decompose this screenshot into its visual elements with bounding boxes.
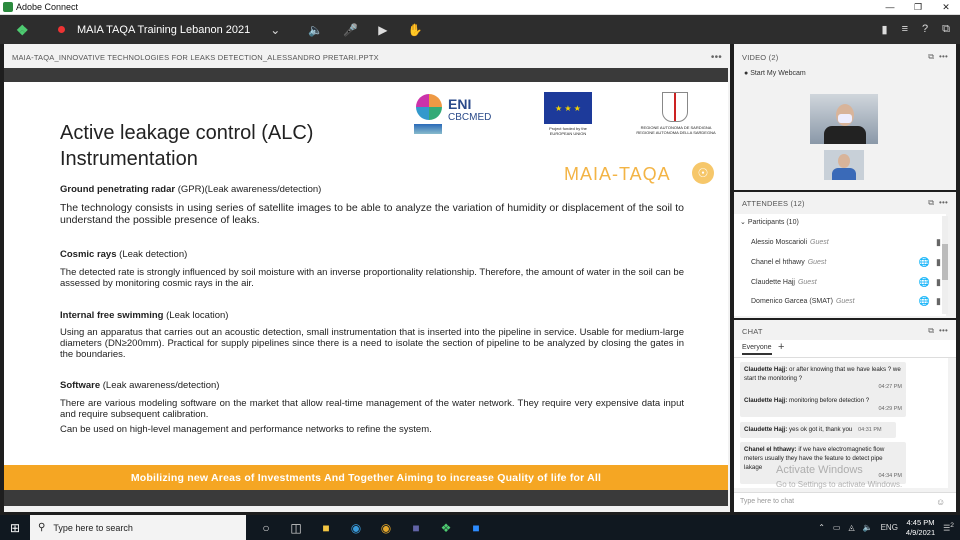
slide-title-line-1: Active leakage control (ALC) — [60, 122, 314, 144]
chat-text: or after knowing that we have leaks ? we start the monitoring ? — [744, 366, 901, 382]
window-title-bar — [0, 0, 960, 15]
slide-title-line-2: Instrumentation — [60, 148, 198, 170]
microphone-icon[interactable]: 🎤 — [343, 22, 359, 37]
chat-author: Claudette Hajj: — [744, 366, 788, 373]
sardinia-crest-icon — [662, 92, 688, 122]
section-cosmic-subtitle: (Leak detection) — [116, 249, 188, 260]
attendee-row[interactable] — [751, 257, 941, 268]
slide-banner: Mobilizing new Areas of Investments And Together Aiming to increase Quality of life for All — [4, 465, 728, 491]
eu-caption-line-3: EUROPEAN UNION — [549, 131, 587, 136]
globe-icon: 🌐 — [918, 296, 931, 306]
globe-icon: 🌐 — [918, 257, 931, 267]
share-pod-title: MAIA-TAQA_INNOVATIVE TECHNOLOGIES FOR LEAKS DETECTION_ALESSANDRO PRETARI.PPTX — [12, 52, 379, 62]
chat-author: Claudette Hajj: — [744, 397, 788, 404]
clock-date: 4/9/2021 — [905, 527, 936, 537]
speaker-icon[interactable]: 🔈 — [308, 22, 324, 37]
sardinia-caption-line-2: REGIONE AUTONOMA DELLA SARDEGNA — [636, 130, 716, 135]
slide-top-bar — [4, 68, 728, 82]
chat-timestamp: 04:34 PM — [878, 473, 902, 479]
slide-bottom-bar — [4, 490, 728, 506]
attendee-row[interactable] — [751, 277, 941, 288]
section-software-body-2: Can be used on high-level management and performance networks to refine the system. — [60, 424, 432, 435]
section-swimming-heading — [60, 310, 228, 321]
section-cosmic-heading — [60, 249, 187, 260]
microphone-icon: ▮ — [936, 257, 941, 267]
clock-time: 4:45 PM — [906, 517, 935, 527]
chat-message — [740, 362, 906, 395]
meeting-menu-chevron-icon[interactable]: ⌄ — [270, 22, 281, 37]
attendee-name: Claudette Hajj — [751, 279, 795, 286]
attendees-pod-expand-icon[interactable]: ⧉ ••• — [928, 198, 948, 207]
globe-icon: 🌐 — [918, 277, 931, 287]
add-chat-tab-icon[interactable]: + — [778, 341, 785, 353]
chevron-down-icon: ⌄ — [740, 219, 746, 226]
section-gpr-subtitle: (GPR)(Leak awareness/detection) — [175, 184, 322, 195]
layouts-icon[interactable]: ❖ — [16, 21, 29, 38]
video-pod-title: VIDEO (2) — [742, 52, 779, 62]
eni-logo-text: ENI — [448, 96, 472, 112]
maximize-button[interactable]: ❐ — [913, 1, 923, 12]
section-swimming-title: Internal free swimming — [60, 310, 164, 321]
webcam-icon[interactable]: ▶ — [378, 22, 388, 37]
eu-caption — [544, 126, 592, 136]
lightbulb-icon: ☉ — [692, 162, 714, 184]
chat-pod-expand-icon[interactable]: ⧉ ••• — [928, 326, 948, 335]
raise-hand-icon[interactable]: ✋ — [407, 22, 423, 37]
chat-pod-title: CHAT — [742, 326, 763, 336]
chat-timestamp: 04:27 PM — [878, 384, 902, 390]
start-webcam-label: Start My Webcam — [750, 70, 806, 77]
attendee-name: Alessio Moscarioli — [751, 239, 808, 246]
section-gpr-body: The technology consists in using series of satellite images to be able to analyze the variation of humidity or displacement of the soil to understand the possible presence of leaks. — [60, 202, 684, 226]
scrollbar-thumb[interactable] — [942, 244, 948, 280]
edge-icon[interactable]: ◉ — [350, 520, 362, 535]
section-cosmic-body: The detected rate is strongly influenced by soil moisture with an inverse proportionality relationship. Therefore, the amount of water in the soil can be assessed by monitoring cosmic rays in the air. — [60, 267, 684, 289]
teams-icon[interactable]: ■ — [412, 520, 420, 535]
minimize-button[interactable]: — — [885, 1, 895, 12]
volume-icon[interactable]: 🔈 — [862, 523, 873, 532]
maia-taqa-logo-text: MAIA-TAQA — [564, 164, 671, 184]
emoji-icon[interactable]: ☺ — [936, 497, 946, 507]
activate-windows-subtext: Go to Settings to activate Windows. — [776, 480, 903, 489]
participants-group-label: Participants (10) — [747, 219, 799, 226]
participant-face — [838, 154, 850, 168]
chat-author: Chanel el hthawy: — [744, 446, 797, 453]
attendee-role: Guest — [835, 298, 855, 305]
close-button[interactable]: ✕ — [942, 1, 950, 12]
cbcmed-logo-text: CBCMED — [448, 112, 492, 123]
attendee-role: Guest — [807, 259, 827, 266]
section-cosmic-title: Cosmic rays — [60, 249, 117, 260]
taskbar-clock[interactable] — [906, 518, 935, 538]
attendee-name: Chanel el hthawy — [751, 259, 805, 266]
attendee-row[interactable] — [751, 237, 941, 248]
input-language[interactable]: ENG — [880, 523, 898, 532]
eu-logo — [544, 92, 592, 140]
eu-caption-line-2: the — [581, 126, 587, 131]
adobe-connect-app-icon — [3, 2, 13, 12]
chat-input-placeholder[interactable]: Type here to chat — [740, 498, 795, 505]
file-explorer-icon[interactable]: ■ — [322, 520, 330, 535]
notification-center-icon[interactable]: ☰$^2$ — [943, 522, 954, 533]
help-icon[interactable]: ? — [922, 23, 929, 35]
zoom-icon[interactable]: ■ — [472, 520, 480, 535]
microphone-icon: ▮ — [936, 237, 941, 247]
eni-cbcmed-logo — [414, 92, 504, 140]
attendees-pod-header — [734, 192, 956, 214]
share-pod-more-icon[interactable]: ••• — [710, 51, 722, 63]
attendee-row[interactable] — [751, 296, 941, 307]
section-gpr-title: Ground penetrating radar — [60, 184, 176, 195]
eni-flower-icon — [416, 94, 442, 120]
sardinia-caption-line-1: REGIONE AUTONOMA DE SARDIGNA — [640, 125, 712, 130]
video-pod-expand-icon[interactable]: ⧉ ••• — [928, 52, 948, 61]
participant-body — [832, 168, 856, 180]
section-software-subtitle: (Leak awareness/detection) — [100, 380, 220, 391]
chat-message — [740, 442, 906, 484]
wifi-icon[interactable]: ◬ — [848, 523, 855, 532]
participants-group[interactable] — [740, 218, 799, 226]
search-icon: ⚲ — [38, 522, 46, 533]
slide-title — [60, 120, 313, 172]
section-software-title: Software — [60, 380, 101, 391]
attendee-role: Guest — [810, 239, 829, 246]
recording-indicator-icon — [58, 26, 65, 33]
network-icon[interactable]: ▭ — [832, 523, 841, 532]
window-title: Adobe Connect — [16, 2, 79, 12]
section-software-heading — [60, 380, 219, 391]
windows-taskbar — [0, 515, 960, 540]
attendees-scrollbar[interactable] — [942, 216, 948, 314]
menu-icon[interactable]: ≡ — [901, 23, 909, 35]
sardinia-caption — [636, 125, 716, 135]
cortana-icon[interactable]: ○ — [262, 520, 270, 535]
fullscreen-icon[interactable]: ⧉ — [942, 23, 950, 35]
taskbar-search-box[interactable] — [30, 515, 246, 540]
section-software-body: There are various modeling software on the market that allow real-time management of the water network. They require very expensive data input and require subsequent calibration. — [60, 398, 684, 420]
eu-caption-line-1: Project funded by — [549, 126, 581, 131]
presentation-slide — [4, 82, 728, 506]
task-view-icon[interactable]: ◫ — [290, 520, 302, 535]
chat-pod-header — [734, 320, 956, 342]
section-gpr-heading — [60, 184, 321, 195]
chat-text: yes ok got it, thank you — [787, 426, 853, 433]
eni-waves-icon — [414, 124, 442, 134]
chat-author: Claudette Hajj: — [744, 426, 788, 433]
chat-tab-everyone[interactable]: Everyone — [742, 344, 772, 355]
webcam-small-icon: ● — [744, 70, 749, 77]
attendees-pod-title: ATTENDEES (12) — [742, 198, 805, 208]
microphone-icon: ▮ — [936, 296, 941, 306]
partner-logos — [414, 92, 714, 142]
taskbar-search-placeholder: Type here to search — [53, 522, 133, 533]
sardinia-region-logo — [636, 92, 716, 140]
section-swimming-subtitle: (Leak location) — [163, 310, 229, 321]
chat-message — [740, 393, 906, 417]
chat-text: monitoring before detection ? — [787, 397, 870, 404]
chat-timestamp: 04:31 PM — [858, 427, 882, 433]
activate-windows-watermark: Activate Windows — [776, 464, 863, 476]
chat-message — [740, 422, 896, 438]
adobe-connect-taskbar-icon[interactable]: ❖ — [440, 520, 452, 535]
network-status-icon: ▮ — [881, 24, 888, 36]
video-pod-header — [734, 46, 956, 68]
chevron-up-icon[interactable]: ⌃ — [818, 523, 825, 532]
section-swimming-body: Using an apparatus that carries out an acoustic detection, small instrumentation that is inserted into the pipeline in service. Usable for medium-large diameters (DN≥200mm). Practical for supply pipelines since there is a need to isolate the section of pipeline to be analyzed by closing the gates in the boundaries. — [60, 327, 684, 360]
face-mask — [838, 114, 852, 123]
attendee-role: Guest — [797, 279, 817, 286]
chrome-icon[interactable]: ◉ — [380, 520, 392, 535]
participant-body — [824, 126, 866, 144]
share-pod-header — [4, 46, 730, 68]
microphone-icon: ▮ — [936, 277, 941, 287]
windows-start-icon[interactable]: ⊞ — [9, 520, 21, 535]
meeting-name[interactable]: MAIA TAQA Training Lebanon 2021 — [77, 23, 251, 36]
eu-flag-icon: ★ ★ ★ — [544, 92, 592, 124]
attendee-name: Domenico Garcea (SMAT) — [751, 298, 833, 305]
meeting-toolbar — [0, 15, 960, 44]
notification-count: 2 — [950, 522, 954, 530]
video-feed-1[interactable] — [810, 94, 878, 144]
chat-timestamp: 04:29 PM — [878, 406, 902, 412]
chat-text: if we have electromagnetic flow meters usually they have the feature to detect pipe lakage — [744, 446, 885, 471]
video-feed-2[interactable] — [824, 150, 864, 180]
start-webcam-button[interactable] — [744, 70, 806, 77]
